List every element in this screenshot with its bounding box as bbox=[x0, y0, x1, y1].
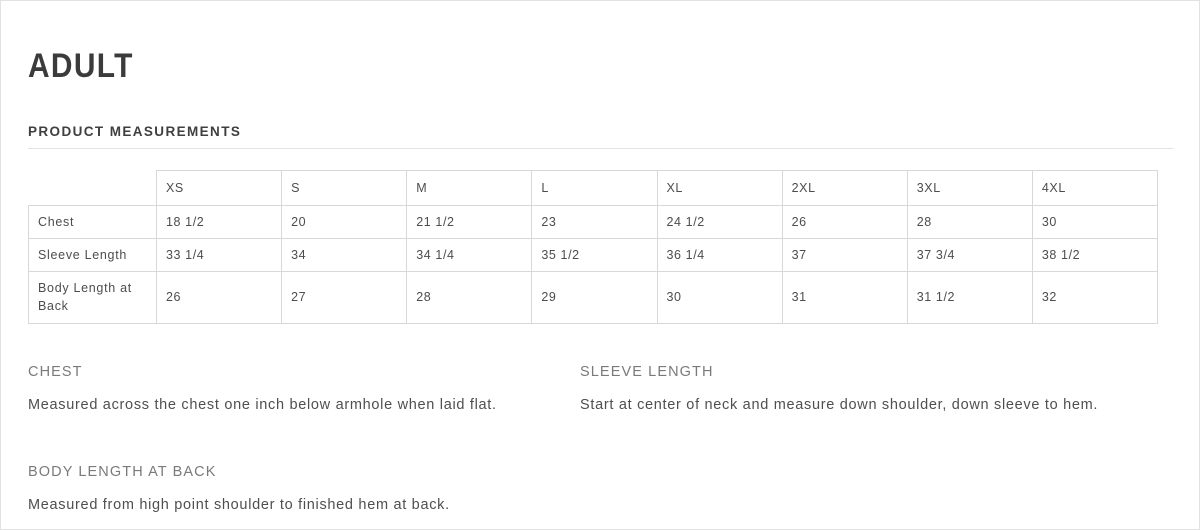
table-row bbox=[29, 206, 1158, 239]
row-label-chest: Chest bbox=[29, 206, 157, 239]
note-body-length-body: Measured from high point shoulder to finished hem at back. bbox=[28, 496, 450, 513]
cell-body-length-xl: 30 bbox=[657, 272, 782, 323]
page-title: ADULT bbox=[28, 47, 134, 85]
row-label-body-length-at-back: Body Length at Back bbox=[29, 272, 157, 323]
note-sleeve-length-body: Start at center of neck and measure down shoulder, down sleeve to hem. bbox=[580, 396, 1099, 413]
note-chest bbox=[28, 364, 548, 418]
cell-sleeve-s: 34 bbox=[282, 239, 407, 272]
table-corner-cell bbox=[29, 171, 157, 206]
table-header bbox=[29, 171, 1158, 206]
cell-sleeve-l: 35 1/2 bbox=[532, 239, 657, 272]
column-header-xl: XL bbox=[657, 171, 782, 206]
cell-chest-m: 21 1/2 bbox=[407, 206, 532, 239]
cell-chest-xl: 24 1/2 bbox=[657, 206, 782, 239]
note-body-length-at-back bbox=[28, 464, 728, 518]
row-label-sleeve-length: Sleeve Length bbox=[29, 239, 157, 272]
cell-chest-xs: 18 1/2 bbox=[157, 206, 282, 239]
table-header-row bbox=[29, 171, 1158, 206]
cell-chest-l: 23 bbox=[532, 206, 657, 239]
cell-body-length-s: 27 bbox=[282, 272, 407, 323]
note-chest-body: Measured across the chest one inch below armhole when laid flat. bbox=[28, 396, 497, 413]
column-header-xs: XS bbox=[157, 171, 282, 206]
cell-sleeve-2xl: 37 bbox=[782, 239, 907, 272]
cell-sleeve-xs: 33 1/4 bbox=[157, 239, 282, 272]
column-header-2xl: 2XL bbox=[782, 171, 907, 206]
note-chest-title: CHEST bbox=[28, 363, 83, 380]
section-heading-product-measurements: PRODUCT MEASUREMENTS bbox=[28, 124, 1173, 149]
column-header-4xl: 4XL bbox=[1032, 171, 1157, 206]
note-sleeve-length-title: SLEEVE LENGTH bbox=[580, 363, 714, 380]
cell-sleeve-m: 34 1/4 bbox=[407, 239, 532, 272]
cell-body-length-l: 29 bbox=[532, 272, 657, 323]
note-sleeve-length bbox=[580, 364, 1120, 418]
table-body bbox=[29, 206, 1158, 324]
cell-chest-4xl: 30 bbox=[1032, 206, 1157, 239]
page-content bbox=[28, 1, 1172, 529]
measurements-table bbox=[28, 170, 1158, 324]
note-body-length-title: BODY LENGTH AT BACK bbox=[28, 463, 217, 480]
cell-sleeve-4xl: 38 1/2 bbox=[1032, 239, 1157, 272]
cell-body-length-4xl: 32 bbox=[1032, 272, 1157, 323]
column-header-s: S bbox=[282, 171, 407, 206]
cell-sleeve-xl: 36 1/4 bbox=[657, 239, 782, 272]
column-header-l: L bbox=[532, 171, 657, 206]
cell-chest-s: 20 bbox=[282, 206, 407, 239]
cell-body-length-3xl: 31 1/2 bbox=[907, 272, 1032, 323]
table-row bbox=[29, 239, 1158, 272]
cell-body-length-2xl: 31 bbox=[782, 272, 907, 323]
column-header-m: M bbox=[407, 171, 532, 206]
table-row bbox=[29, 272, 1158, 323]
cell-chest-3xl: 28 bbox=[907, 206, 1032, 239]
column-header-3xl: 3XL bbox=[907, 171, 1032, 206]
cell-sleeve-3xl: 37 3/4 bbox=[907, 239, 1032, 272]
cell-chest-2xl: 26 bbox=[782, 206, 907, 239]
cell-body-length-m: 28 bbox=[407, 272, 532, 323]
cell-body-length-xs: 26 bbox=[157, 272, 282, 323]
